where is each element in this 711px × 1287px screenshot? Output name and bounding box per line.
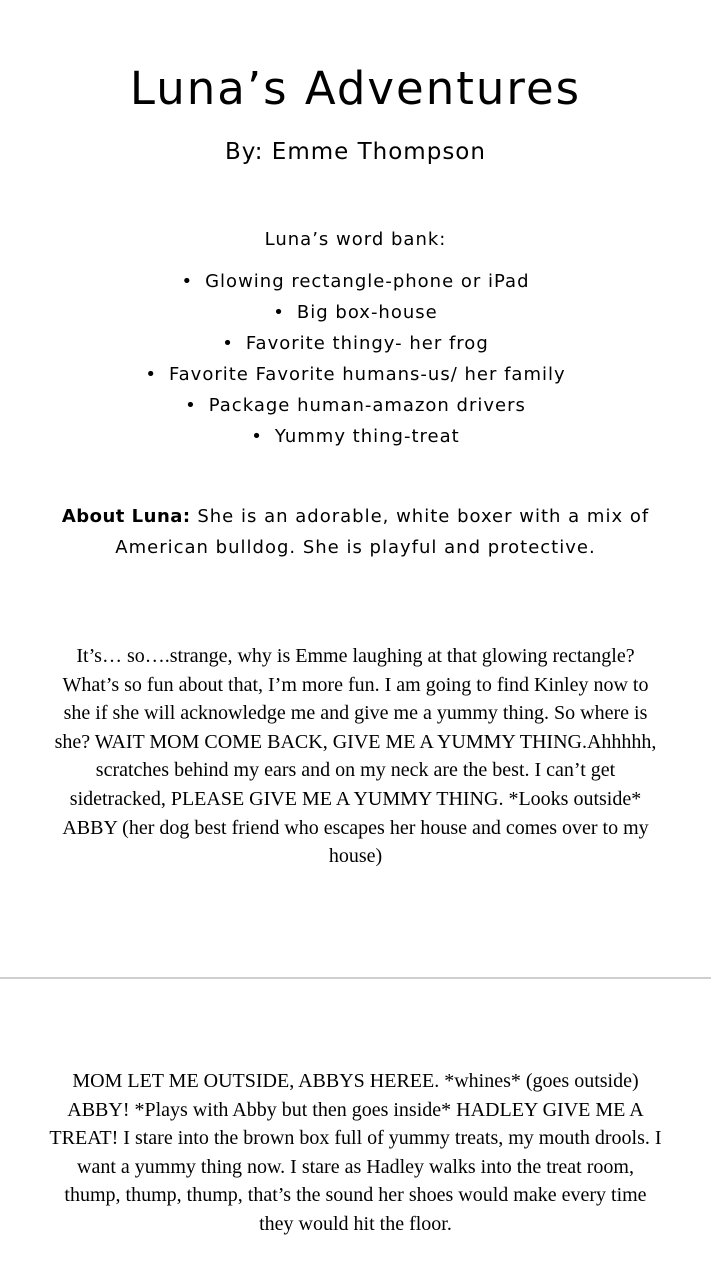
word-bank-item: [0, 266, 711, 297]
word-bank-list: [0, 266, 711, 452]
word-bank-heading: Luna’s word bank:: [264, 229, 447, 250]
author-byline: By: Emme Thompson: [225, 139, 486, 165]
bullet-icon: •: [145, 364, 157, 385]
bullet-icon: •: [181, 271, 194, 292]
word-bank-item: [0, 421, 711, 452]
word-bank-item-text: Favorite Favorite humans-us/ her family: [168, 364, 566, 385]
word-bank-item: [0, 390, 711, 421]
about-luna-paragraph: [50, 501, 661, 563]
bullet-icon: •: [251, 426, 263, 447]
bullet-icon: •: [273, 302, 285, 323]
bullet-icon: •: [222, 333, 234, 354]
story-paragraph: It’s… so….strange, why is Emme laughing at that glowing rectangle? What’s so fun about that, I’m more fun. I am going to find Kinley now to she if she will acknowledge me and give me a yummy thing. So where is she? WAIT MOM COME BACK, GIVE ME A YUMMY THING.Ahhhhh, scratches behind my ears and on my neck are the best. I can’t get sidetracked, PLEASE GIVE ME A YUMMY THING. *Looks outside* ABBY (her dog best friend who escapes her house and comes over to my house): [54, 645, 657, 868]
document-title: Luna’s Adventures: [129, 62, 582, 115]
word-bank-item: [0, 328, 711, 359]
word-bank-item-text: Yummy thing-treat: [274, 426, 460, 447]
about-label: About Luna:: [61, 506, 191, 527]
word-bank-item-text: Glowing rectangle-phone or iPad: [205, 271, 530, 292]
word-bank-item-text: Package human-amazon drivers: [208, 395, 526, 416]
story-paragraph: MOM LET ME OUTSIDE, ABBYS HEREE. *whines* (goes outside) ABBY! *Plays with Abby but then goes inside* HADLEY GIVE ME A TREAT! I stare into the brown box full of yummy treats, my mouth drools. I want a yummy thing now. I stare as Hadley walks into the treat room, thump, thump, thump, that’s the sound her shoes would make every time they would hit the floor.: [49, 1070, 662, 1235]
word-bank-item-text: Favorite thingy- her frog: [245, 333, 489, 354]
word-bank-item-text: Big box-house: [296, 302, 438, 323]
bullet-icon: •: [185, 395, 197, 416]
document-page-2: [0, 980, 711, 1287]
word-bank-item: [0, 297, 711, 328]
page-divider: [0, 977, 711, 979]
about-text: She is an adorable, white boxer with a mix of American bulldog. She is playful and protective.: [115, 506, 650, 558]
word-bank-item: [0, 359, 711, 390]
